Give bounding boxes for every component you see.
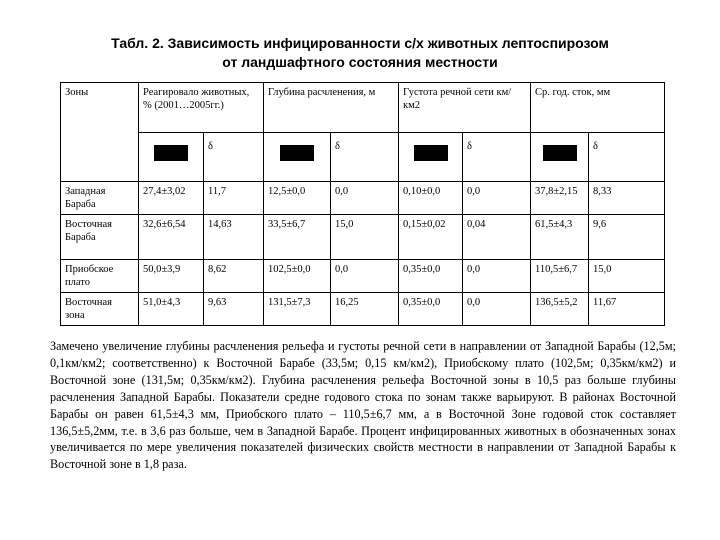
header-row bbox=[61, 83, 665, 133]
table-cell: 136,5±5,2 bbox=[531, 293, 589, 326]
table-cell: 12,5±0,0 bbox=[264, 182, 331, 215]
table-row bbox=[61, 293, 665, 326]
table-cell: 110,5±6,7 bbox=[531, 260, 589, 293]
table-cell: 33,5±6,7 bbox=[264, 215, 331, 260]
header-zones: Зоны bbox=[61, 83, 139, 182]
delta-label: δ bbox=[463, 133, 531, 182]
table-cell: 0,0 bbox=[463, 182, 531, 215]
redacted-mark bbox=[264, 133, 331, 182]
redacted-mark bbox=[399, 133, 463, 182]
black-box bbox=[154, 145, 188, 161]
header-river-density: Густота речной сети км/км2 bbox=[399, 83, 531, 133]
table-cell: 8,62 bbox=[204, 260, 264, 293]
black-box bbox=[414, 145, 448, 161]
table-cell: 0,0 bbox=[331, 182, 399, 215]
table-cell: 15,0 bbox=[589, 260, 665, 293]
table-cell: 15,0 bbox=[331, 215, 399, 260]
table-cell: 50,0±3,9 bbox=[139, 260, 204, 293]
zone-cell: Западная Бараба bbox=[61, 182, 139, 215]
table-cell: 37,8±2,15 bbox=[531, 182, 589, 215]
zone-cell: Восточная Бараба bbox=[61, 215, 139, 260]
table-cell: 0,35±0,0 bbox=[399, 260, 463, 293]
delta-label: δ bbox=[589, 133, 665, 182]
table-cell: 0,35±0,0 bbox=[399, 293, 463, 326]
body-paragraph: Замечено увеличение глубины расчленения рельефа и густоты речной сети в направлении от Западной Барабы (12,5м; 0,1км/км2; соответственно) к Восточной Барабе (33,5м; 0,15 км/км2), Приобскому плато (102,5м; 0,35км/км2) и Восточной зоне (131,5м; 0,35км/км2). Глубина расчленения рельефа Восточной зоны в 10,5 раз больше глубины расчленения Западной Барабы. Показатели средне годового стока по зонам также варьируют. В районах Восточной Барабы он равен 61,5±4,3 мм, Приобского плато – 110,5±6,7 мм, а в Восточной Зоне годовой сток составляет 136,5±5,2мм, т.е. в 3,6 раз больше, чем в Западной Барабе. Процент инфицированных животных в обозначенных зонах увеличивается по мере увеличения показателей физических свойств местности в направлении от Западной Барабы к Восточной зоне в 1,8 раза. bbox=[50, 339, 676, 472]
delta-label: δ bbox=[331, 133, 399, 182]
table-cell: 51,0±4,3 bbox=[139, 293, 204, 326]
table-title-line-2: от ландшафтного состояния местности bbox=[222, 54, 498, 70]
table-cell: 11,67 bbox=[589, 293, 665, 326]
redacted-mark bbox=[139, 133, 204, 182]
table-cell: 0,0 bbox=[463, 293, 531, 326]
table-title-line-1: Табл. 2. Зависимость инфицированности с/х животных лептоспирозом bbox=[111, 35, 609, 51]
subheader-row bbox=[61, 133, 665, 182]
data-table bbox=[60, 82, 665, 326]
table-cell: 102,5±0,0 bbox=[264, 260, 331, 293]
table-cell: 0,0 bbox=[331, 260, 399, 293]
table-cell: 8,33 bbox=[589, 182, 665, 215]
table-cell: 16,25 bbox=[331, 293, 399, 326]
header-reacted: Реагировало животных, % (2001…2005гг.) bbox=[139, 83, 264, 133]
table-cell: 0,0 bbox=[463, 260, 531, 293]
table-cell: 131,5±7,3 bbox=[264, 293, 331, 326]
redacted-mark bbox=[531, 133, 589, 182]
black-box bbox=[280, 145, 314, 161]
table-title bbox=[0, 34, 720, 72]
zone-cell: Приобское плато bbox=[61, 260, 139, 293]
zone-cell: Восточная зона bbox=[61, 293, 139, 326]
table-row bbox=[61, 182, 665, 215]
header-runoff: Ср. год. сток, мм bbox=[531, 83, 665, 133]
table-cell: 9,63 bbox=[204, 293, 264, 326]
table-cell: 32,6±6,54 bbox=[139, 215, 204, 260]
table-row bbox=[61, 215, 665, 260]
table-cell: 9,6 bbox=[589, 215, 665, 260]
delta-label: δ bbox=[204, 133, 264, 182]
table-cell: 61,5±4,3 bbox=[531, 215, 589, 260]
table-cell: 0,15±0,02 bbox=[399, 215, 463, 260]
table-row bbox=[61, 260, 665, 293]
header-depth: Глубина расчленения, м bbox=[264, 83, 399, 133]
black-box bbox=[543, 145, 577, 161]
table-cell: 11,7 bbox=[204, 182, 264, 215]
table-cell: 14,63 bbox=[204, 215, 264, 260]
table-cell: 0,10±0,0 bbox=[399, 182, 463, 215]
table-cell: 27,4±3,02 bbox=[139, 182, 204, 215]
table-cell: 0,04 bbox=[463, 215, 531, 260]
